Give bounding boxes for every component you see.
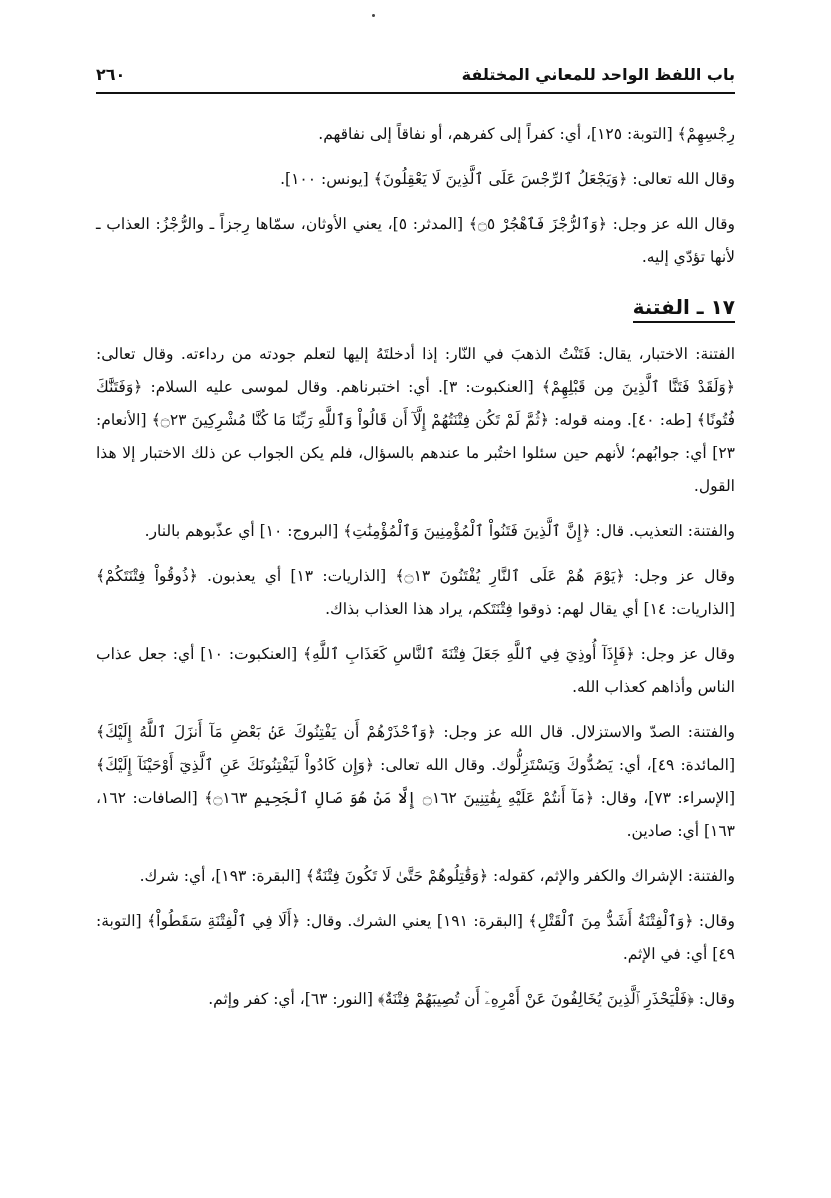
page-number: ٢٦٠ bbox=[96, 64, 126, 84]
paragraph-7: وقال عز وجل: ﴿فَإِذَآ أُوذِيَ فِي ٱللَّهِ جَعَلَ فِتْنَةَ ٱلنَّاسِ كَعَذَابِ ٱللَّهِ﴾ [العنكبوت: ١٠] أي: جعل عذاب الناس وأذاهم كعذاب الله. bbox=[96, 645, 735, 696]
paragraph-1: رِجْسِهِمْ﴾ [التوبة: ١٢٥]، أي: كفراً إلى كفرهم، أو نفاقاً إلى نفاقهم. bbox=[318, 125, 735, 143]
paragraph-5: والفتنة: التعذيب. قال: ﴿إِنَّ ٱلَّذِينَ فَتَنُواْ ٱلْمُؤْمِنِينَ وَٱلْمُؤْمِنَٰتِ﴾ [البروج: ١٠] أي عذّبوهم بالنار. bbox=[144, 522, 735, 540]
stray-dot bbox=[372, 14, 375, 17]
paragraph-9: والفتنة: الإشراك والكفر والإثم، كقوله: ﴿وَقَٰتِلُوهُمْ حَتَّىٰ لَا تَكُونَ فِتْنَةٌ﴾ [البقرة: ١٩٣]، أي: شرك. bbox=[139, 867, 735, 885]
page-body bbox=[96, 118, 735, 1028]
paragraph-4: الفتنة: الاختبار، يقال: فَتَنْتُ الذهبَ في النّار: إذا أدخلتَهُ إليها لتعلم جودته من رداءته. وقال تعالى: ﴿وَلَقَدْ فَتَنَّا ٱلَّذِينَ مِن قَبْلِهِمْ﴾ [العنكبوت: ٣]. أي: اختبرناهم. وقال لموسى عليه السلام: ﴿وَفَتَنَّٰكَ فُتُونًا﴾ [طه: ٤٠]. ومنه قوله: ﴿ثُمَّ لَمْ تَكُن فِتْنَتُهُمْ إِلَّآ أَن قَالُواْ وَٱللَّهِ رَبِّنَا مَا كُنَّا مُشْرِكِينَ ۝٢٣﴾ [الأنعام: ٢٣] أي: جوابُهم؛ لأنهم حين سئلوا اختُبر ما عندهم بالسؤال، فلم يكن الجواب عن ذلك الاختبار إلا هذا القول. bbox=[96, 345, 735, 495]
section-heading bbox=[96, 290, 735, 324]
paragraph-6: وقال عز وجل: ﴿يَوْمَ هُمْ عَلَى ٱلنَّارِ يُفْتَنُونَ ۝١٣﴾ [الذاريات: ١٣] أي يعذبون. ﴿ذُوقُواْ فِتْنَتَكُمْ﴾ [الذاريات: ١٤] أي يقال لهم: ذوقوا فِتْنَتَكم، يراد هذا العذاب بذاك. bbox=[96, 567, 735, 618]
paragraph-11: وقال: ﴿فَلْيَحْذَرِ ٱلَّذِينَ يُخَالِفُونَ عَنْ أَمْرِهِۦٓ أَن تُصِيبَهُمْ فِتْنَةٌ﴾ [النور: ٦٣]، أي: كفر وإثم. bbox=[208, 990, 735, 1008]
header-rule bbox=[96, 92, 735, 94]
paragraph-2: وقال الله تعالى: ﴿وَيَجْعَلُ ٱلرِّجْسَ عَلَى ٱلَّذِينَ لَا يَعْقِلُونَ﴾ [يونس: ١٠٠]. bbox=[280, 170, 735, 188]
paragraph-8: والفتنة: الصدّ والاستزلال. قال الله عز وجل: ﴿وَٱحْذَرْهُمْ أَن يَفْتِنُوكَ عَنۢ بَعْضِ مَآ أَنزَلَ ٱللَّهُ إِلَيْكَ﴾ [المائدة: ٤٩]، أي: يَصُدُّوكَ وَيَسْتَزِلُّوك. وقال الله تعالى: ﴿وَإِن كَادُواْ لَيَفْتِنُونَكَ عَنِ ٱلَّذِيٓ أَوْحَيْنَآ إِلَيْكَ﴾ [الإسراء: ٧٣]، وقال: ﴿مَآ أَنتُمْ عَلَيْهِ بِفَٰتِنِينَ ۝١٦٢ إِلَّا مَنْ هُوَ صَالِ ٱلْجَحِيمِ ۝١٦٣﴾ [الصافات: ١٦٢، ١٦٣] أي: صادين. bbox=[96, 723, 735, 840]
running-title: باب اللفظ الواحد للمعاني المختلفة bbox=[461, 64, 735, 84]
section-heading-text: ١٧ ـ الفتنة bbox=[633, 295, 735, 323]
page-header bbox=[96, 58, 735, 90]
paragraph-10: وقال: ﴿وَٱلْفِتْنَةُ أَشَدُّ مِنَ ٱلْقَتْلِ﴾ [البقرة: ١٩١] يعني الشرك. وقال: ﴿أَلَا فِي ٱلْفِتْنَةِ سَقَطُواْ﴾ [التوبة: ٤٩] أي: في الإثم. bbox=[96, 912, 735, 963]
paragraph-3: وقال الله عز وجل: ﴿وَٱلرُّجْزَ فَٱهْجُرْ ۝٥﴾ [المدثر: ٥]، يعني الأوثان، سمّاها رِجزاً ـ والرُّجْزُ: العذاب ـ لأنها تؤدّي إليه. bbox=[96, 215, 735, 266]
